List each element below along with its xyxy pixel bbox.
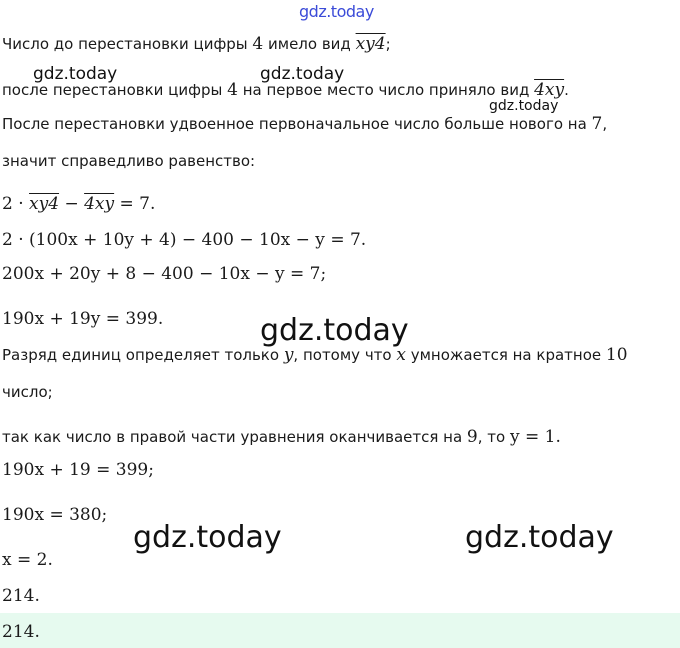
overline-number: xy4 xyxy=(29,194,60,214)
text: число; xyxy=(2,383,53,401)
text-line-3 xyxy=(2,113,607,135)
math: 2 · xyxy=(2,194,30,214)
text: Число до перестановки цифры xyxy=(2,35,253,53)
math: y xyxy=(283,345,294,365)
text: умножается на кратное xyxy=(405,346,606,364)
math: 9 xyxy=(466,427,478,447)
math: 4 xyxy=(252,34,264,54)
text: ; xyxy=(385,35,391,53)
text-line-6 xyxy=(2,381,53,403)
watermark: gdz.today xyxy=(33,64,118,84)
text: , потому что xyxy=(293,346,397,364)
watermark: gdz.today xyxy=(489,98,559,114)
watermark: gdz.today xyxy=(133,520,282,555)
text-line-4 xyxy=(2,150,255,172)
watermark: gdz.today xyxy=(260,64,345,84)
equation-7: x = 2. xyxy=(2,550,53,570)
text-line-2 xyxy=(2,79,569,101)
text-line-1 xyxy=(2,33,391,55)
math: 7 xyxy=(591,114,603,134)
overline-number: 4xy xyxy=(534,80,565,100)
text: имело вид xyxy=(263,35,356,53)
equation-6: 190x = 380; xyxy=(2,505,108,525)
math: 4 xyxy=(227,80,238,100)
equation-3: 200x + 20y + 8 − 400 − 10x − y = 7; xyxy=(2,264,327,284)
text-line-5 xyxy=(2,344,628,366)
math: − xyxy=(59,194,85,214)
math: = 7. xyxy=(114,194,156,214)
watermark-top: gdz.today xyxy=(299,2,374,21)
text: так как число в правой части уравнения оканчивается на xyxy=(2,428,467,446)
text: , xyxy=(602,115,608,133)
text: на первое место число приняло вид xyxy=(237,81,535,99)
overline-number: 4xy xyxy=(84,194,115,214)
answer-line-highlighted: 214. xyxy=(2,622,40,642)
text: значит справедливо равенство: xyxy=(2,152,256,170)
text: После перестановки удвоенное первоначальное число больше нового на xyxy=(2,115,592,133)
text: Разряд единиц определяет только xyxy=(2,346,284,364)
text: после перестановки цифры xyxy=(2,81,228,99)
math: 10 xyxy=(605,345,628,365)
answer-highlight xyxy=(0,613,680,648)
equation-1 xyxy=(2,193,155,215)
text: . xyxy=(564,81,569,99)
equation-4: 190x + 19y = 399. xyxy=(2,309,164,329)
text-line-7 xyxy=(2,426,561,448)
answer-line: 214. xyxy=(2,586,40,606)
equation-2: 2 · (100x + 10y + 4) − 400 − 10x − y = 7. xyxy=(2,230,367,250)
math: y = 1. xyxy=(509,427,561,447)
watermark: gdz.today xyxy=(260,313,409,348)
overline-number: xy4 xyxy=(355,34,386,54)
watermark: gdz.today xyxy=(465,520,614,555)
math: x xyxy=(396,345,406,365)
equation-5: 190x + 19 = 399; xyxy=(2,460,154,480)
text: , то xyxy=(477,428,510,446)
